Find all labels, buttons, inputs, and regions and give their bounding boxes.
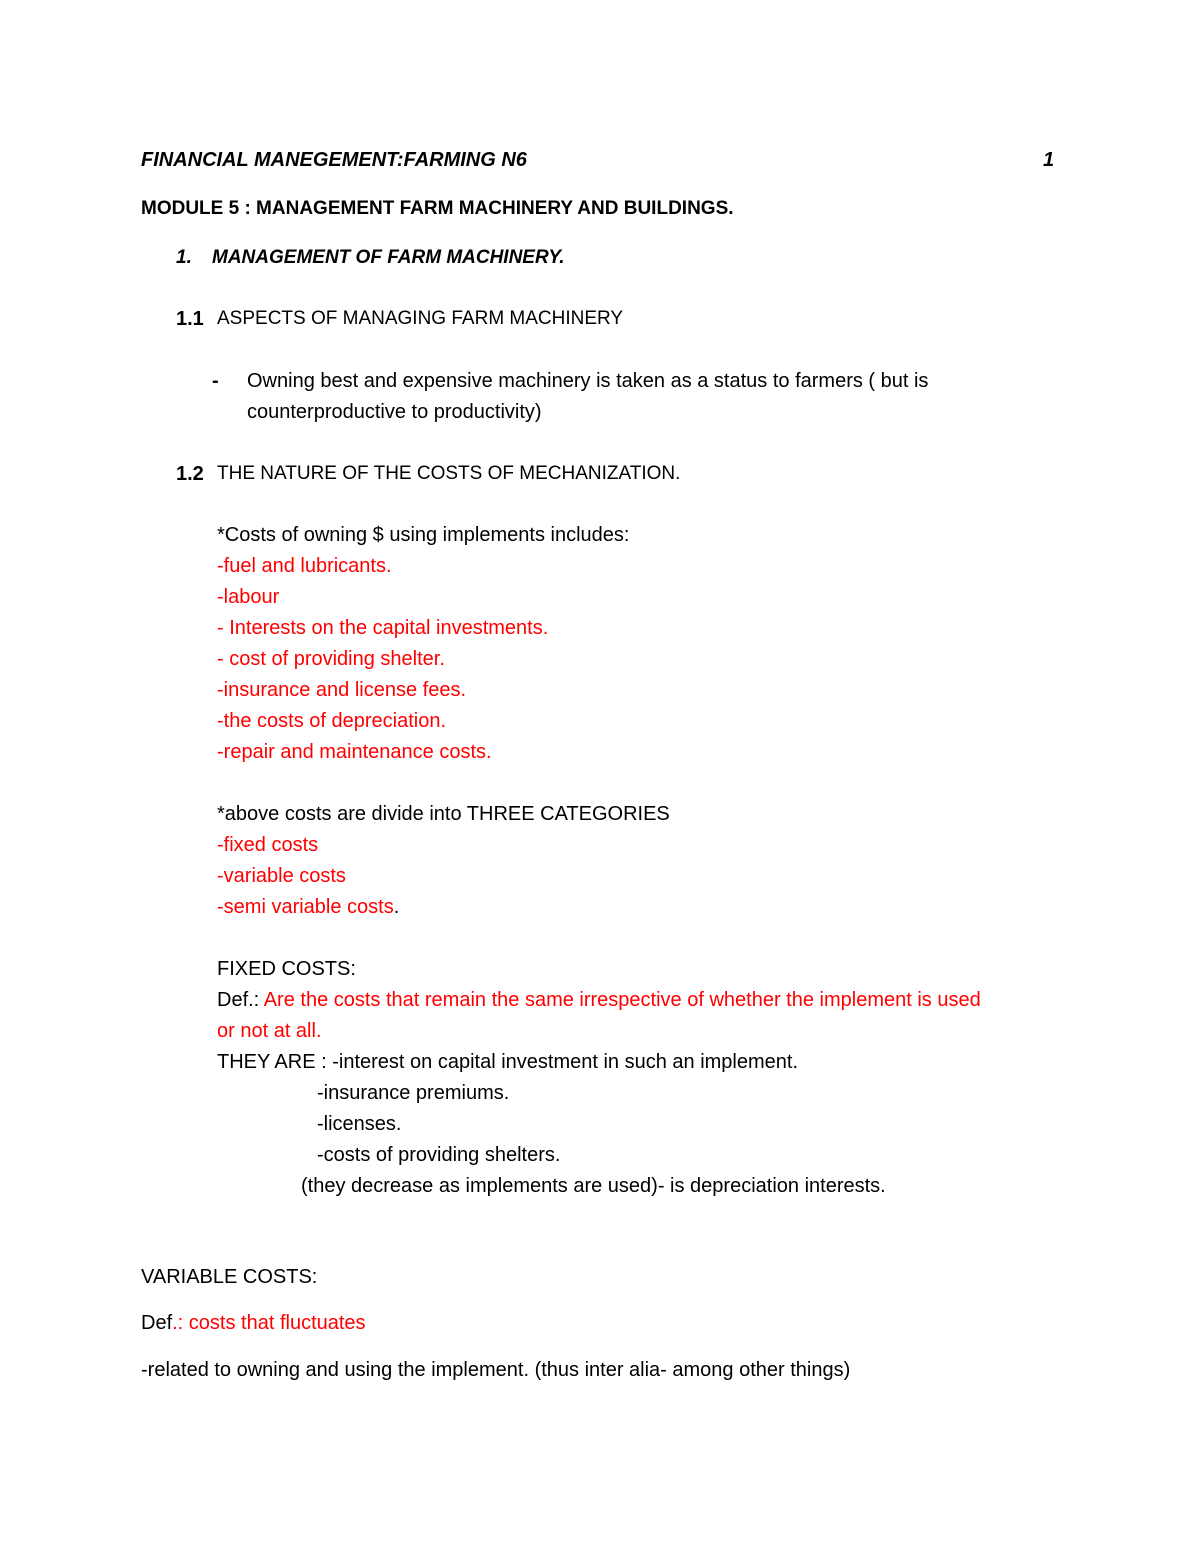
fixed-cost-item: -interest on capital investment in such an implement.: [332, 1051, 799, 1073]
costs-intro: *Costs of owning $ using implements includes:: [217, 524, 630, 546]
bullet-line-1: Owning best and expensive machinery is taken as a status to farmers ( but is: [247, 370, 929, 392]
category-period: .: [393, 896, 400, 918]
category-item-semi-variable: [217, 895, 399, 919]
cost-item: -fuel and lubricants.: [217, 555, 392, 577]
category-item: -variable costs: [217, 865, 346, 887]
variable-costs-related: -related to owning and using the implement. (thus inter alia- among other things): [141, 1359, 851, 1381]
categories-intro: *above costs are divide into THREE CATEGORIES: [217, 803, 670, 825]
section-1-2-number: 1.2: [176, 463, 204, 485]
section-1-1-number: 1.1: [176, 308, 204, 330]
def-label: Def.:: [217, 989, 260, 1011]
cost-item: -insurance and license fees.: [217, 679, 467, 701]
fixed-costs-definition: [217, 988, 981, 1012]
category-item: -semi variable costs: [217, 896, 394, 918]
cost-item: -labour: [217, 586, 280, 608]
section-1-title: MANAGEMENT OF FARM MACHINERY.: [212, 247, 565, 268]
they-are-label: THEY ARE :: [217, 1051, 333, 1073]
section-1-number: 1.: [176, 247, 192, 268]
bullet-marker: -: [212, 370, 219, 392]
document-title: FINANCIAL MANEGEMENT:FARMING N6: [141, 149, 527, 171]
fixed-cost-item: -costs of providing shelters.: [317, 1144, 561, 1166]
cost-item: - Interests on the capital investments.: [217, 617, 549, 639]
variable-costs-definition: [141, 1311, 366, 1335]
fixed-costs-def-text-2: or not at all.: [217, 1020, 322, 1042]
fixed-cost-item: -licenses.: [317, 1113, 402, 1135]
fixed-costs-def-text: Are the costs that remain the same irrespective of whether the implement is used: [259, 989, 981, 1011]
cost-item: -the costs of depreciation.: [217, 710, 447, 732]
bullet-line-2: counterproductive to productivity): [247, 401, 542, 423]
cost-item: - cost of providing shelter.: [217, 648, 445, 670]
variable-costs-heading: VARIABLE COSTS:: [141, 1266, 318, 1288]
fixed-costs-note: (they decrease as implements are used)- is depreciation interests.: [301, 1175, 886, 1197]
variable-costs-def-text: .: costs that fluctuates: [172, 1312, 366, 1334]
section-1-1-title: ASPECTS OF MANAGING FARM MACHINERY: [217, 308, 624, 329]
cost-item: -repair and maintenance costs.: [217, 741, 492, 763]
they-are-line: [217, 1050, 798, 1074]
def-label: Def: [141, 1312, 173, 1334]
module-title: MODULE 5 : MANAGEMENT FARM MACHINERY AND BUILDINGS.: [141, 198, 734, 219]
page-number: 1: [1043, 149, 1055, 171]
section-1-2-title: THE NATURE OF THE COSTS OF MECHANIZATION.: [217, 463, 681, 484]
category-item: -fixed costs: [217, 834, 319, 856]
fixed-cost-item: -insurance premiums.: [317, 1082, 510, 1104]
fixed-costs-heading: FIXED COSTS:: [217, 958, 356, 980]
